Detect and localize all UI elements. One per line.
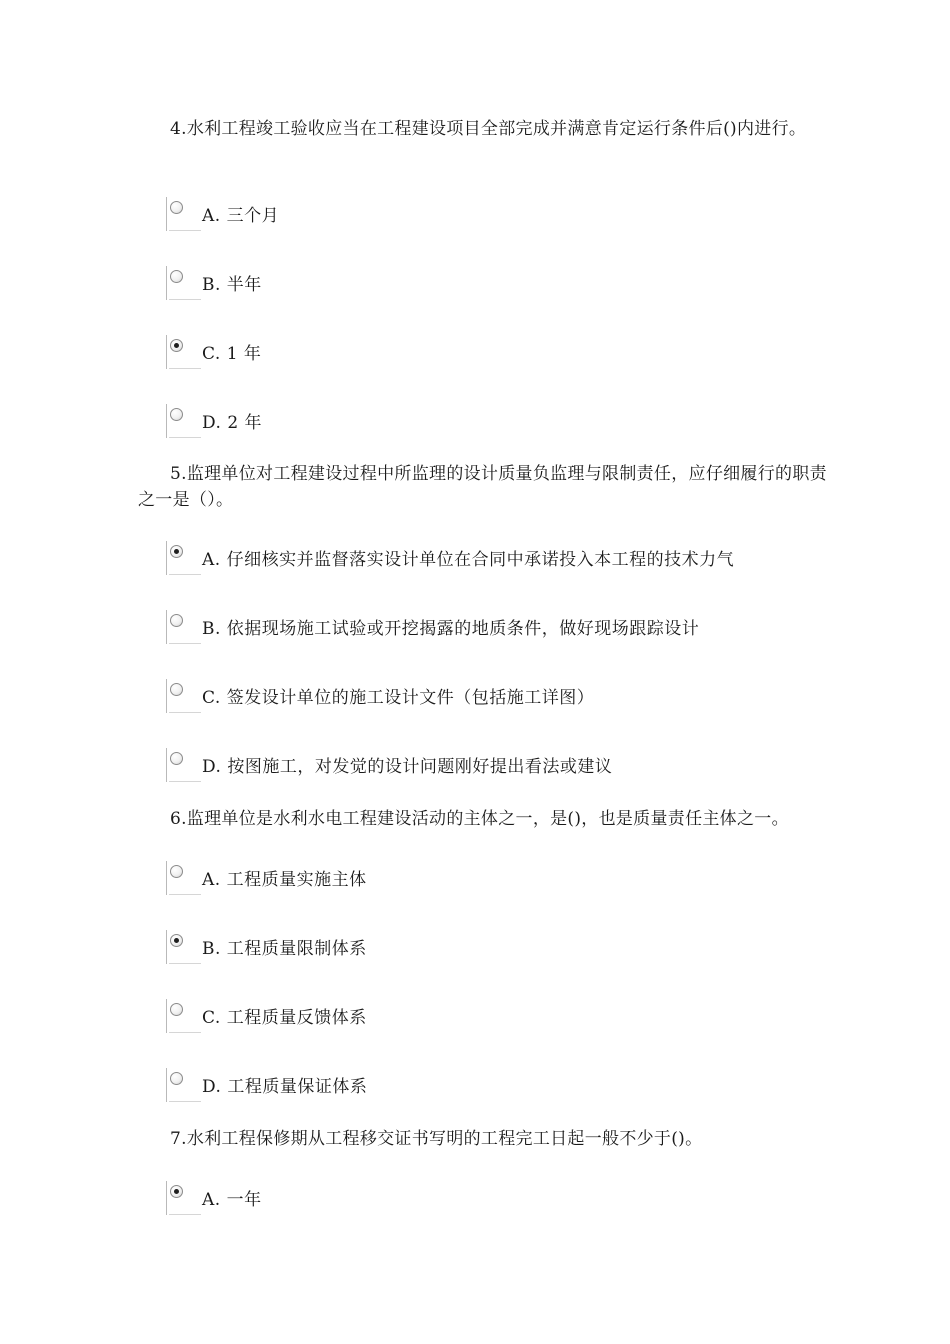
question-4-text: 4.水利工程竣工验收应当在工程建设项目全部完成并满意肯定运行条件后()内进行。 — [170, 119, 807, 139]
question-6-text: 6.监理单位是水利水电工程建设活动的主体之一，是()，也是质量责任主体之一。 — [170, 809, 789, 829]
option-label: A. 三个月 — [202, 206, 280, 226]
option-label: D. 工程质量保证体系 — [202, 1077, 368, 1097]
radio-button-unchecked-icon[interactable] — [170, 408, 183, 421]
radio-button-unchecked-icon[interactable] — [170, 865, 183, 878]
option-label: D. 按图施工，对发觉的设计问题刚好提出看法或建议 — [202, 757, 613, 777]
radio-button-checked-icon[interactable] — [170, 339, 183, 352]
radio-button-checked-icon[interactable] — [170, 934, 183, 947]
option-label: C. 1 年 — [202, 344, 262, 364]
option-label: A. 工程质量实施主体 — [202, 870, 367, 890]
radio-button-checked-icon[interactable] — [170, 1185, 183, 1198]
option-label: A. 一年 — [202, 1190, 262, 1210]
option-label: B. 工程质量限制体系 — [202, 939, 367, 959]
option-label: C. 签发设计单位的施工设计文件（包括施工详图） — [202, 688, 595, 708]
option-label: B. 半年 — [202, 275, 262, 295]
question-7-text: 7.水利工程保修期从工程移交证书写明的工程完工日起一般不少于()。 — [170, 1129, 703, 1149]
option-label: C. 工程质量反馈体系 — [202, 1008, 367, 1028]
radio-button-checked-icon[interactable] — [170, 545, 183, 558]
option-label: A. 仔细核实并监督落实设计单位在合同中承诺投入本工程的技术力气 — [202, 550, 735, 570]
radio-button-unchecked-icon[interactable] — [170, 752, 183, 765]
radio-button-unchecked-icon[interactable] — [170, 1072, 183, 1085]
radio-button-unchecked-icon[interactable] — [170, 270, 183, 283]
option-label: B. 依据现场施工试验或开挖揭露的地质条件，做好现场跟踪设计 — [202, 619, 700, 639]
radio-button-unchecked-icon[interactable] — [170, 614, 183, 627]
question-5-text: 5.监理单位对工程建设过程中所监理的设计质量负监理与限制责任，应仔细履行的职责之一是（）。 — [138, 464, 827, 510]
radio-button-unchecked-icon[interactable] — [170, 201, 183, 214]
option-label: D. 2 年 — [202, 413, 263, 433]
radio-button-unchecked-icon[interactable] — [170, 1003, 183, 1016]
radio-button-unchecked-icon[interactable] — [170, 683, 183, 696]
